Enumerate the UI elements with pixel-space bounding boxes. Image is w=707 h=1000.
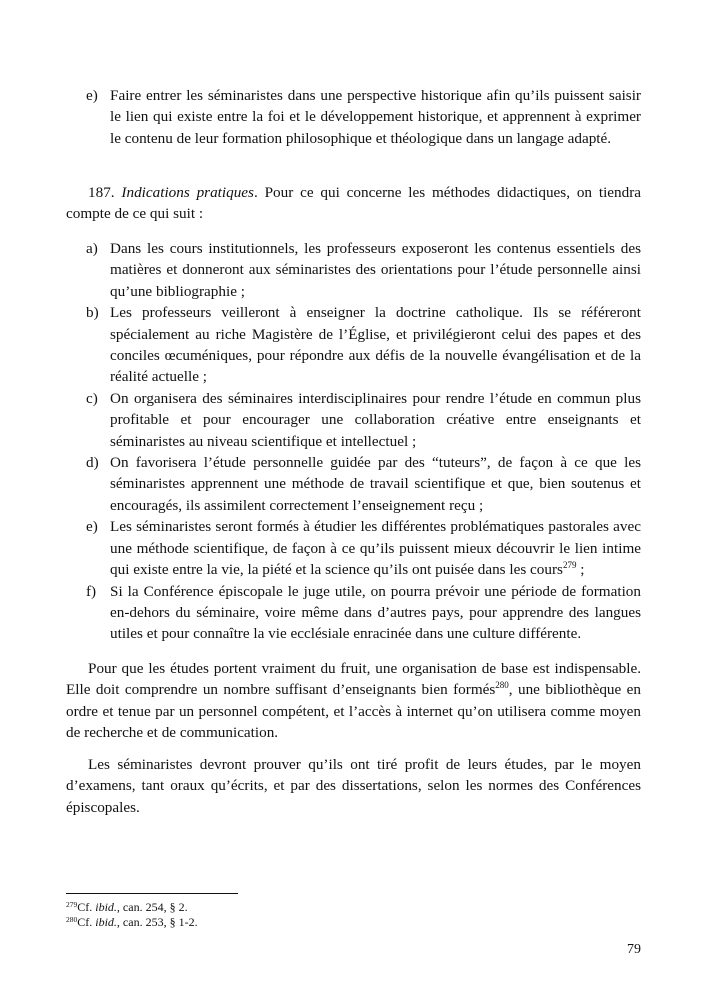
list-item bbox=[66, 516, 641, 580]
list-item bbox=[66, 452, 641, 516]
paragraph-exams bbox=[66, 754, 641, 818]
list-item-text: Faire entrer les séminaristes dans une perspective historique afin qu’ils puissent saisir le lien qui existe entre la foi et le développement historique, et apprennent à exprimer le contenu de leur formation philosophique et théologique dans un langage adapté. bbox=[110, 87, 641, 147]
footnote-prefix: Cf. bbox=[77, 900, 96, 914]
list-item-text: Les professeurs veilleront à enseigner la doctrine catholique. Ils se référeront spécialement au riche Magistère de l’Église, et privilégieront celui des papes et des conciles œcuméniques, pour répondre aux défis de la nouvelle évangélisation et de la réalité actuelle ; bbox=[110, 304, 641, 386]
list-marker: b) bbox=[86, 304, 99, 322]
footnote-number: 280 bbox=[66, 914, 78, 924]
footnote-279 bbox=[66, 900, 641, 915]
footnote-text: , can. 254, § 2. bbox=[116, 900, 188, 914]
objectives-list-continued bbox=[66, 85, 641, 149]
paragraph-text: Les séminaristes devront prouver qu’ils ont tiré profit de leurs études, par le moyen d’examens, tant oraux qu’écrits, et par des dissertations, selon les normes des Conférences épiscopales. bbox=[66, 756, 641, 816]
footnote-italic: ibid. bbox=[95, 914, 117, 929]
list-marker: e) bbox=[86, 518, 98, 536]
footnote-reference[interactable]: 279 bbox=[562, 560, 577, 571]
list-item bbox=[66, 581, 641, 645]
paragraph-heading: Indications pratiques bbox=[121, 184, 254, 201]
list-item-text: On favorisera l’étude personnelle guidée par des “tuteurs”, de façon à ce que les séminaristes apprennent une méthode de travail scientifique et que, bien soutenus et encouragés, ils assimilent correctement l’enseignement reçu ; bbox=[110, 454, 641, 514]
footnote-number: 279 bbox=[66, 900, 78, 909]
paragraph-187 bbox=[66, 182, 641, 225]
footnote-280 bbox=[66, 915, 641, 930]
list-marker: c) bbox=[86, 389, 98, 407]
document-page bbox=[66, 0, 641, 1000]
list-item-tail: ; bbox=[576, 561, 585, 579]
paragraph-number: 187. bbox=[88, 184, 115, 201]
list-marker: d) bbox=[86, 454, 99, 472]
paragraph-text-continued: , une bibliothèque en ordre et tenue par un personnel compétent, et l’accès à internet qu’on utilisera comme moyen de recherche et de communication. bbox=[66, 681, 641, 742]
footnotes bbox=[66, 900, 641, 929]
list-item-text: On organisera des séminaires interdisciplinaires pour rendre l’étude en commun plus profitable et pour encourager une collaboration créative entre enseignants et séminaristes au niveau scientifique et intellectuel ; bbox=[110, 389, 641, 450]
footnote-text: , can. 253, § 1-2. bbox=[116, 914, 198, 929]
list-item-text: Les séminaristes seront formés à étudier les différentes problématiques pastorales avec une méthode scientifique, de façon à ce qu’ils puissent mieux découvrir le lien intime qui existe entre la vie, la piété et la science qu’ils ont puisée dans les cours bbox=[110, 518, 641, 579]
list-marker: e) bbox=[86, 87, 98, 104]
footnote-italic: ibid. bbox=[95, 900, 117, 914]
paragraph-text: . Pour ce qui concerne les méthodes didactiques, on tiendra compte de ce qui suit : bbox=[66, 184, 642, 223]
page-number: 79 bbox=[627, 942, 641, 957]
list-item-text: Dans les cours institutionnels, les professeurs exposeront les contenus essentiels des matières et donneront aux séminaristes des orientations pour l’étude personnelle ainsi qu’une bibliographie ; bbox=[110, 240, 641, 300]
paragraph-text: Pour que les études portent vraiment du fruit, une organisation de base est indispensable. Elle doit comprendre un nombre suffisant d’enseignants bien formés bbox=[66, 660, 641, 699]
footnote-reference[interactable]: 280 bbox=[495, 680, 509, 691]
list-item bbox=[66, 388, 641, 452]
list-marker: f) bbox=[86, 582, 97, 600]
list-item bbox=[66, 238, 641, 302]
list-marker: a) bbox=[86, 240, 98, 257]
paragraph-studies bbox=[66, 658, 641, 744]
list-item-text: Si la Conférence épiscopale le juge utile, on pourra prévoir une période de formation en-dehors du séminaire, voire même dans d’autres pays, pour apprendre des langues utiles et pour connaître la vie ecclésiale enracinée dans une culture différente. bbox=[110, 582, 641, 643]
footnote-separator bbox=[66, 893, 238, 894]
list-item bbox=[66, 85, 641, 149]
list-item bbox=[66, 302, 641, 388]
practical-indications-list bbox=[66, 238, 641, 645]
footnote-prefix: Cf. bbox=[77, 914, 96, 929]
